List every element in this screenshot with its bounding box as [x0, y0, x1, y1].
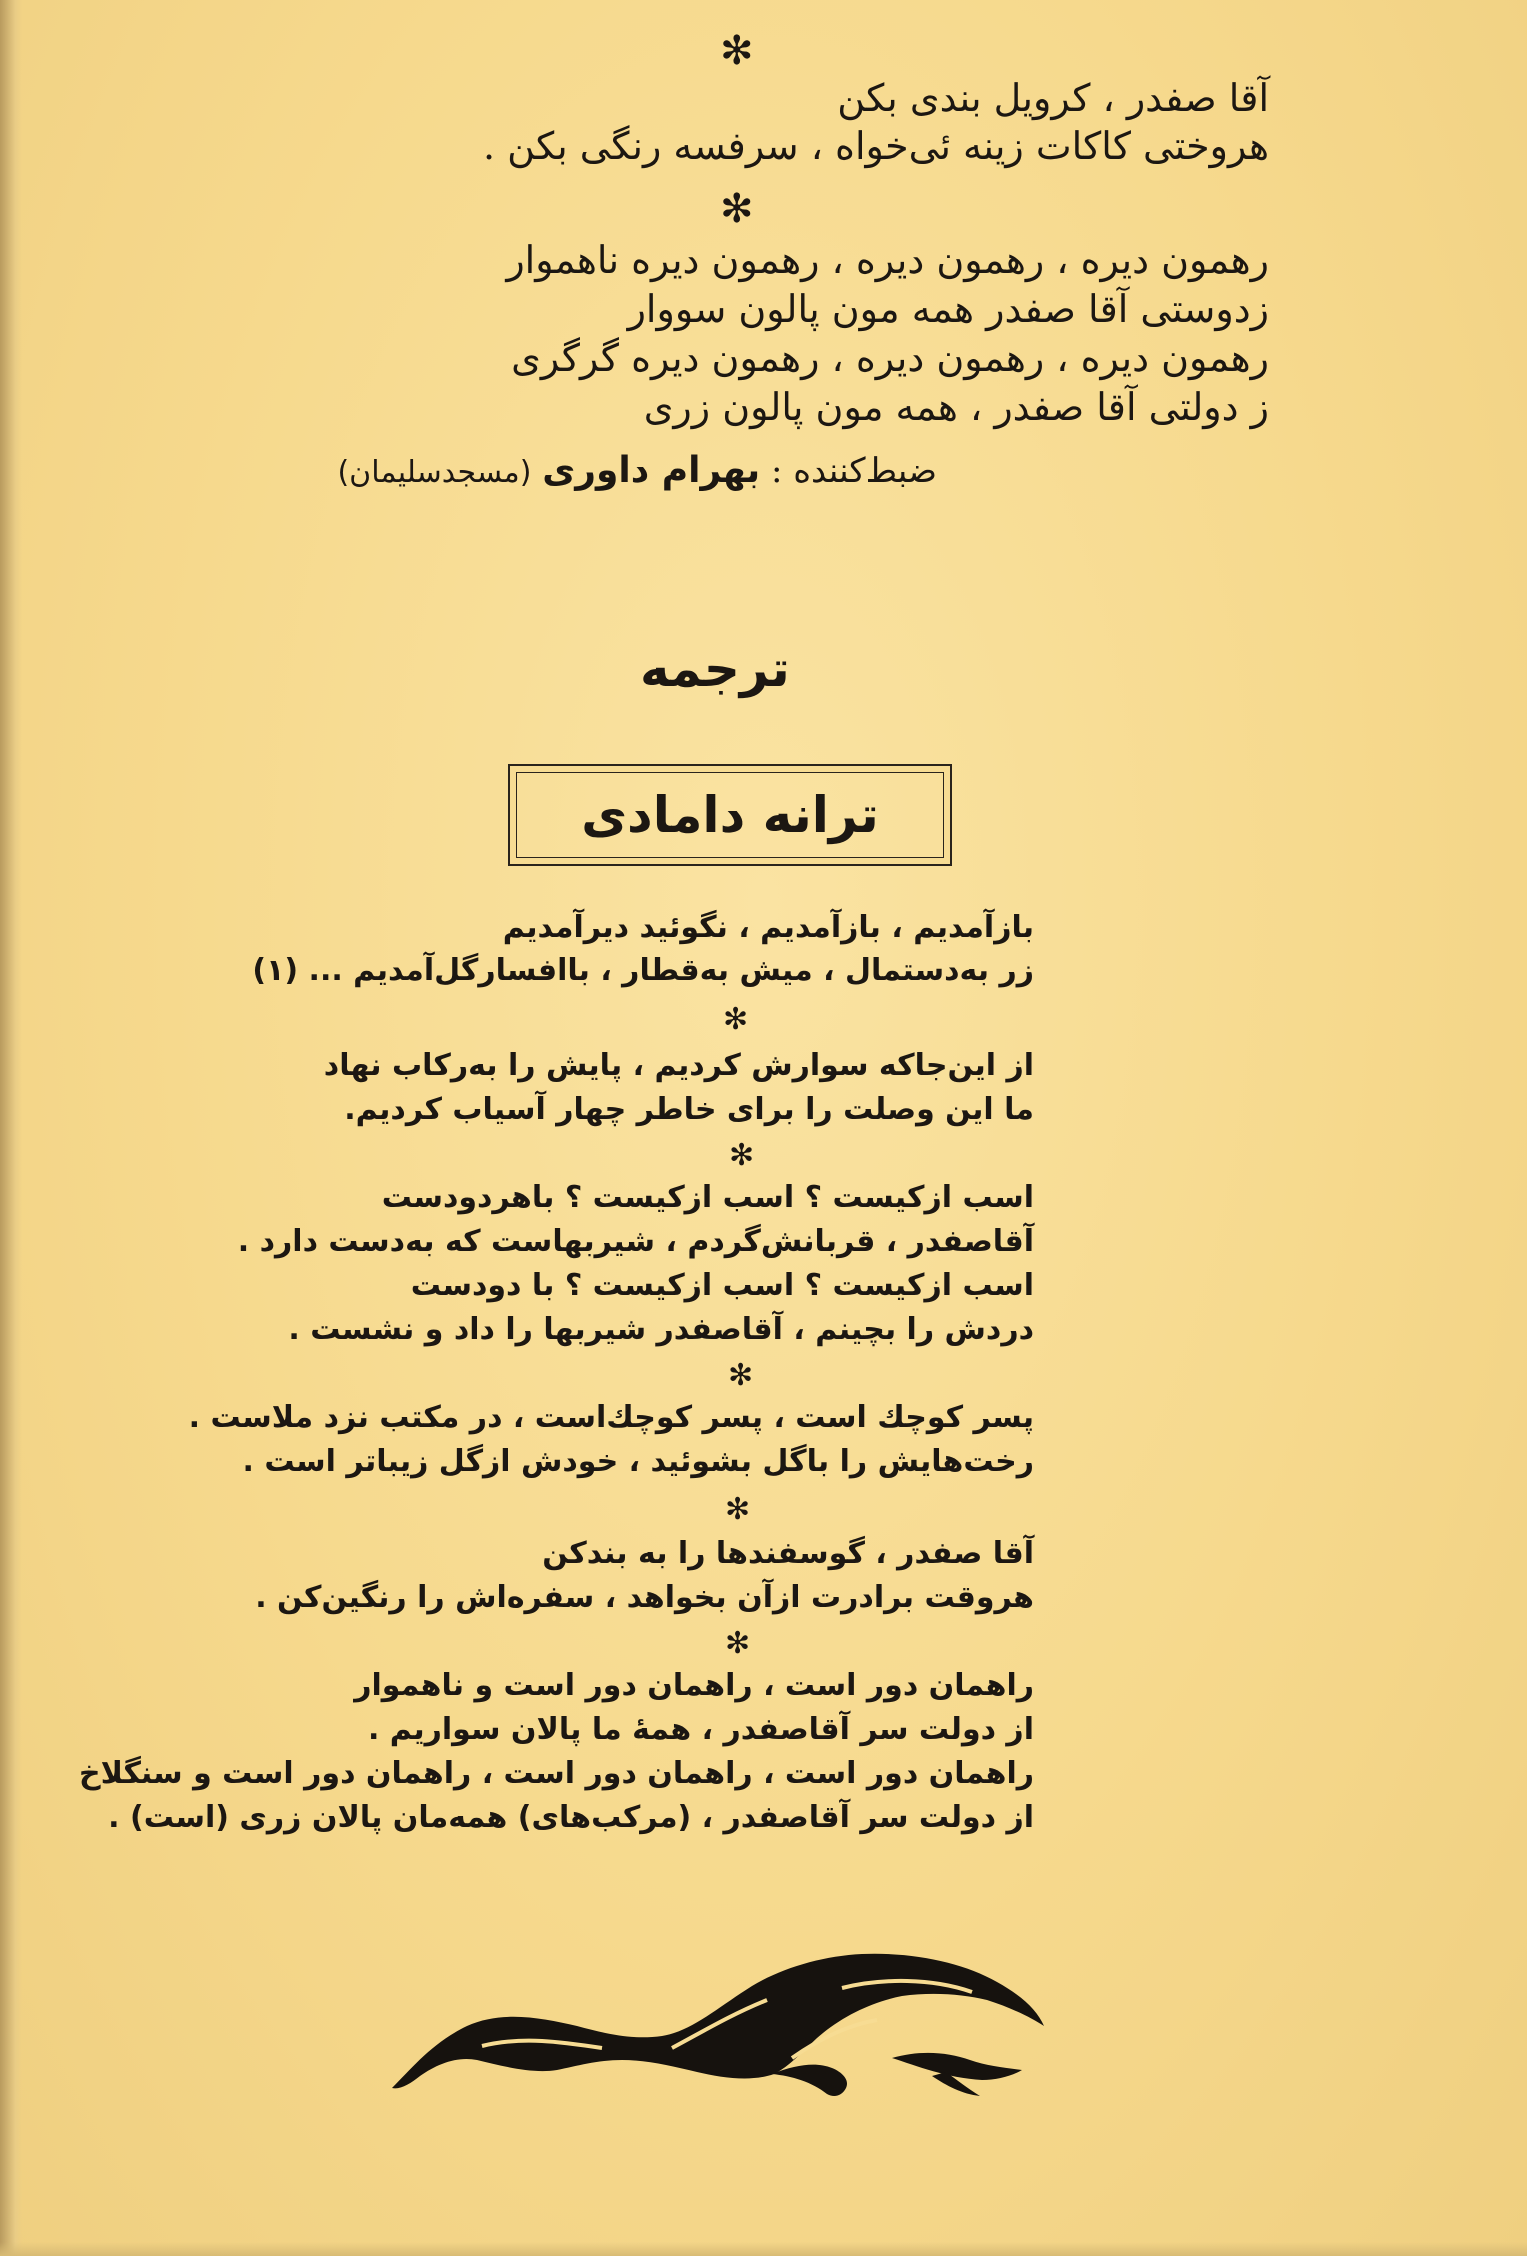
bird-tail [892, 2053, 1022, 2080]
dialect-line: هروختی کاکات زینه ئی‌خواه ، سرفسه رنگی بکن . [483, 124, 1269, 168]
page-bottom-edge [0, 2242, 1527, 2256]
translation-line: اسب ازکیست ؟ اسب ازکیست ؟ باهردودست [381, 1180, 1034, 1215]
translation-line: دردش را بچینم ، آقاصفدر شیربها را داد و نشست . [288, 1312, 1034, 1347]
translation-line: ما این وصلت را برای خاطر چهار آسیاب کردیم. [344, 1092, 1034, 1127]
dialect-line: ز دولتی آقا صفدر ، همه مون پالون زری [643, 385, 1269, 429]
translation-line: از این‌جاکه سوارش کردیم ، پایش را به‌رکاب نهاد [323, 1048, 1034, 1083]
separator-star: ✻ [725, 1626, 751, 1661]
separator-star: ✻ [728, 1358, 754, 1393]
translation-line: از دولت سر آقاصفدر ، همهٔ ما پالان سواریم . [367, 1712, 1034, 1747]
separator-star: ✻ [725, 1492, 751, 1527]
translation-line: زر به‌دستمال ، میش به‌قطار ، باافسارگل‌آمدیم ... (۱) [252, 953, 1034, 988]
song-title: ترانه دامادی [581, 786, 879, 844]
translation-stanza-3 [238, 1176, 1034, 1352]
bird-in-flight-drawing [372, 1948, 1052, 2098]
recorder-place: (مسجدسلیمان) [337, 455, 532, 490]
bird-head [772, 2065, 847, 2096]
dialect-line: رهمون دیره ، رهمون دیره ، رهمون دیره ناهموار [506, 238, 1269, 282]
translation-line: رخت‌هایش را باگل بشوئید ، خودش ازگل زیباتر است . [242, 1444, 1034, 1479]
page-edge-shadow [0, 0, 22, 2256]
recorder-name: بهرام داوری [542, 450, 761, 491]
translation-line: پسر کوچك است ، پسر کوچك‌است ، در مکتب نزد ملاست . [188, 1400, 1034, 1435]
translation-stanza-2 [324, 1044, 1034, 1132]
translation-stanza-5 [255, 1532, 1034, 1620]
dialect-line: زدوستی آقا صفدر همه مون پالون سووار [627, 287, 1269, 331]
translation-stanza-1 [252, 906, 1034, 992]
translation-stanza-6 [79, 1664, 1034, 1840]
translation-line: راهمان دور است ، راهمان دور است و ناهموار [354, 1668, 1034, 1703]
translation-stanza-4 [189, 1396, 1034, 1484]
separator-star: ✻ [729, 1138, 755, 1173]
separator-star: ✻ [723, 1002, 749, 1037]
dialect-line: رهمون دیره ، رهمون دیره ، رهمون دیره گرگری [511, 336, 1269, 380]
dialect-line: آقا صفدر ، کرویل بندی بکن [837, 76, 1269, 120]
translation-line: آقا صفدر ، گوسفندها را به بندکن [542, 1536, 1034, 1571]
translation-line: آقاصفدر ، قربانش‌گردم ، شیربهاست که به‌دست دارد . [237, 1224, 1034, 1259]
separator-star: ✻ [720, 186, 754, 232]
recorder-credit [337, 446, 937, 498]
translation-line: هروقت برادرت ازآن بخواهد ، سفره‌اش را رنگین‌کن . [255, 1580, 1034, 1615]
translation-line: از دولت سر آقاصفدر ، (مرکب‌های) همه‌مان پالان زری (است) . [108, 1800, 1034, 1835]
translation-line: اسب ازکیست ؟ اسب ازکیست ؟ با دودست [410, 1268, 1034, 1303]
translation-heading: ترجمه [640, 640, 790, 698]
dialect-stanza-2 [506, 236, 1269, 432]
recorder-label: ضبط‌کننده : [770, 451, 937, 491]
dialect-stanza-1 [483, 74, 1269, 170]
translation-line: بازآمدیم ، بازآمدیم ، نگوئید دیرآمدیم [502, 910, 1034, 945]
translation-line: راهمان دور است ، راهمان دور است ، راهمان دور است و سنگلاخ [79, 1756, 1034, 1791]
separator-star: ✻ [720, 28, 754, 74]
song-title-box [508, 764, 952, 866]
